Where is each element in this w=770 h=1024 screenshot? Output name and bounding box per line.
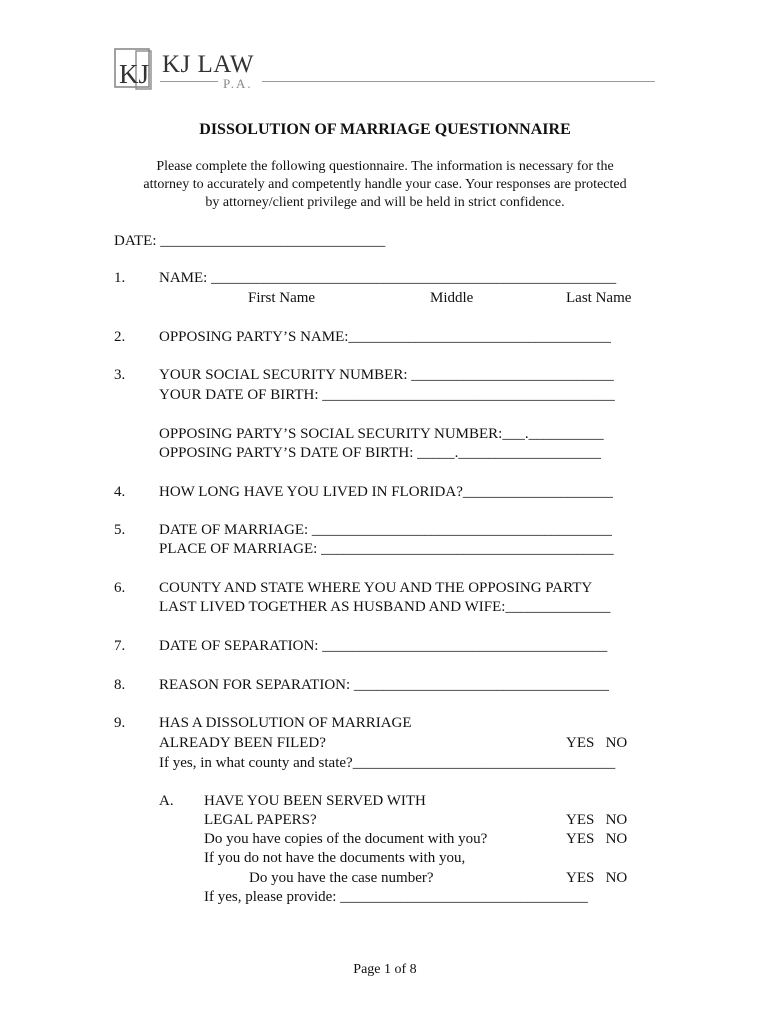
question-text: Do you have copies of the document with you? <box>204 831 488 847</box>
opposing-party-name-field[interactable]: OPPOSING PARTY’S NAME:___________________________________ <box>159 329 611 345</box>
separation-reason-field[interactable]: REASON FOR SEPARATION: __________________________________ <box>159 677 609 693</box>
question-number: 1. <box>114 270 126 286</box>
question-number: 3. <box>114 367 126 383</box>
dob-field[interactable]: YOUR DATE OF BIRTH: _______________________________________ <box>159 387 615 403</box>
first-name-label: First Name <box>248 290 316 306</box>
kj-law-logo-icon <box>114 48 154 90</box>
firm-suffix: P.A. <box>223 76 253 91</box>
marriage-date-field[interactable]: DATE OF MARRIAGE: ________________________________________ <box>159 522 612 538</box>
date-field[interactable]: DATE: ______________________________ <box>114 233 386 249</box>
question-number: 8. <box>114 677 126 693</box>
opposing-ssn-field[interactable]: OPPOSING PARTY’S SOCIAL SECURITY NUMBER:___.__________ <box>159 426 604 442</box>
ssn-field[interactable]: YOUR SOCIAL SECURITY NUMBER: ___________________________ <box>159 367 614 383</box>
intro-paragraph <box>100 158 670 212</box>
name-field[interactable]: NAME: ______________________________________________________ <box>159 270 617 286</box>
intro-line: by attorney/client privilege and will be held in strict confidence. <box>205 195 565 210</box>
page-number: Page 1 of 8 <box>353 962 417 977</box>
opposing-dob-field[interactable]: OPPOSING PARTY’S DATE OF BIRTH: _____.___________________ <box>159 445 601 461</box>
svg-text:KJ: KJ <box>119 59 150 89</box>
marriage-place-field[interactable]: PLACE OF MARRIAGE: _______________________________________ <box>159 541 614 557</box>
intro-line: attorney to accurately and competently handle your case. Your responses are protected <box>143 177 627 192</box>
last-lived-together-field[interactable]: LAST LIVED TOGETHER AS HUSBAND AND WIFE:______________ <box>159 599 611 615</box>
question-number: 5. <box>114 522 126 538</box>
question-number: 9. <box>114 715 126 731</box>
yes-no-choice[interactable]: YES NO <box>566 831 628 847</box>
yes-no-choice[interactable]: YES NO <box>566 870 628 886</box>
intro-line: Please complete the following questionnaire. The information is necessary for the <box>156 159 614 174</box>
question-number: 2. <box>114 329 126 345</box>
filing-county-state-field[interactable]: If yes, in what county and state?___________________________________ <box>159 755 616 771</box>
document-title: DISSOLUTION OF MARRIAGE QUESTIONNAIRE <box>199 121 571 138</box>
question-text: HAVE YOU BEEN SERVED WITH <box>204 793 426 809</box>
question-text: HAS A DISSOLUTION OF MARRIAGE <box>159 715 412 731</box>
sub-question-letter: A. <box>159 793 174 809</box>
last-name-label: Last Name <box>566 290 632 306</box>
middle-name-label: Middle <box>430 290 474 306</box>
question-text: LEGAL PAPERS? <box>204 812 317 828</box>
florida-residency-field[interactable]: HOW LONG HAVE YOU LIVED IN FLORIDA?____________________ <box>159 484 613 500</box>
question-text: COUNTY AND STATE WHERE YOU AND THE OPPOSING PARTY <box>159 580 593 596</box>
question-text: If you do not have the documents with you, <box>204 850 466 866</box>
question-number: 6. <box>114 580 126 596</box>
question-text: Do you have the case number? <box>249 870 434 886</box>
case-number-field[interactable]: If yes, please provide: _________________________________ <box>204 889 588 905</box>
yes-no-choice[interactable]: YES NO <box>566 812 628 828</box>
yes-no-choice[interactable]: YES NO <box>566 735 628 751</box>
question-number: 4. <box>114 484 126 500</box>
firm-name: KJ LAW <box>162 51 254 78</box>
question-number: 7. <box>114 638 126 654</box>
separation-date-field[interactable]: DATE OF SEPARATION: ______________________________________ <box>159 638 608 654</box>
question-text: ALREADY BEEN FILED? <box>159 735 326 751</box>
